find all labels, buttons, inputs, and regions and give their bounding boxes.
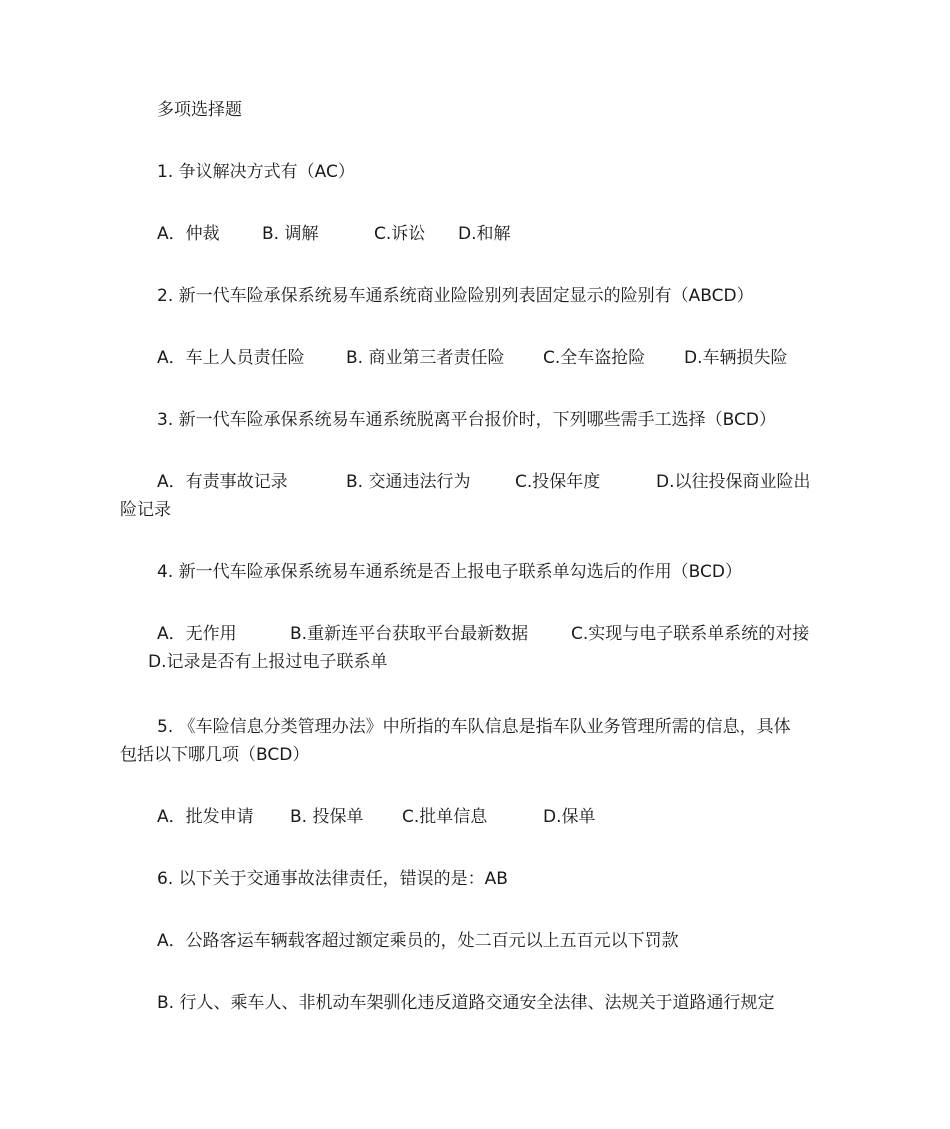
q2-option-a: A．车上人员责任险: [157, 348, 305, 368]
q5-option-a: A．批发申请: [157, 807, 254, 827]
question-5-options: [157, 803, 596, 831]
question-1: 1. 争议解决方式有（AC）: [157, 162, 355, 182]
question-4: 4. 新一代车险承保系统易车通系统是否上报电子联系单勾选后的作用（BCD）: [157, 562, 742, 582]
question-4-options: [157, 620, 810, 648]
q5-option-c: C.批单信息: [402, 807, 488, 827]
question-2-options: [157, 344, 788, 372]
question-1-options: [157, 220, 511, 248]
question-6: 6. 以下关于交通事故法律责任，错误的是：AB: [157, 869, 508, 889]
question-2: 2. 新一代车险承保系统易车通系统商业险险别列表固定显示的险别有（ABCD）: [157, 286, 754, 306]
q1-option-a: A．仲裁: [157, 224, 220, 244]
q5-option-b: B. 投保单: [290, 807, 364, 827]
section-heading: 多项选择题: [157, 100, 242, 120]
question-5-continuation: 包括以下哪几项（BCD）: [120, 745, 310, 765]
question-3-options: [157, 468, 811, 496]
q4-option-b: B.重新连平台获取平台最新数据: [290, 624, 529, 644]
q1-option-d: D.和解: [458, 224, 511, 244]
question-5: 5. 《车险信息分类管理办法》中所指的车队信息是指车队业务管理所需的信息，具体: [157, 717, 791, 737]
question-6-option-b: B. 行人、乘车人、非机动车架驯化违反道路交通安全法律、法规关于道路通行规定: [157, 993, 775, 1013]
q3-option-b: B. 交通违法行为: [346, 472, 471, 492]
q2-option-b: B. 商业第三者责任险: [346, 348, 505, 368]
question-3-options-continuation: 险记录: [120, 500, 171, 520]
q1-option-b: B. 调解: [262, 224, 319, 244]
q4-option-a: A．无作用: [157, 624, 237, 644]
q2-option-c: C.全车盗抢险: [543, 348, 646, 368]
q3-option-a: A．有责事故记录: [157, 472, 288, 492]
question-6-option-a: A．公路客运车辆载客超过额定乘员的，处二百元以上五百元以下罚款: [157, 931, 679, 951]
question-4-option-d: D.记录是否有上报过电子联系单: [148, 652, 388, 672]
q5-option-d: D.保单: [543, 807, 596, 827]
q1-option-c: C.诉讼: [374, 224, 426, 244]
q3-option-d: D.以往投保商业险出: [656, 472, 811, 492]
q3-option-c: C.投保年度: [515, 472, 601, 492]
q4-option-c: C.实现与电子联系单系统的对接: [571, 624, 810, 644]
q2-option-d: D.车辆损失险: [684, 348, 788, 368]
question-3: 3. 新一代车险承保系统易车通系统脱离平台报价时，下列哪些需手工选择（BCD）: [157, 410, 776, 430]
